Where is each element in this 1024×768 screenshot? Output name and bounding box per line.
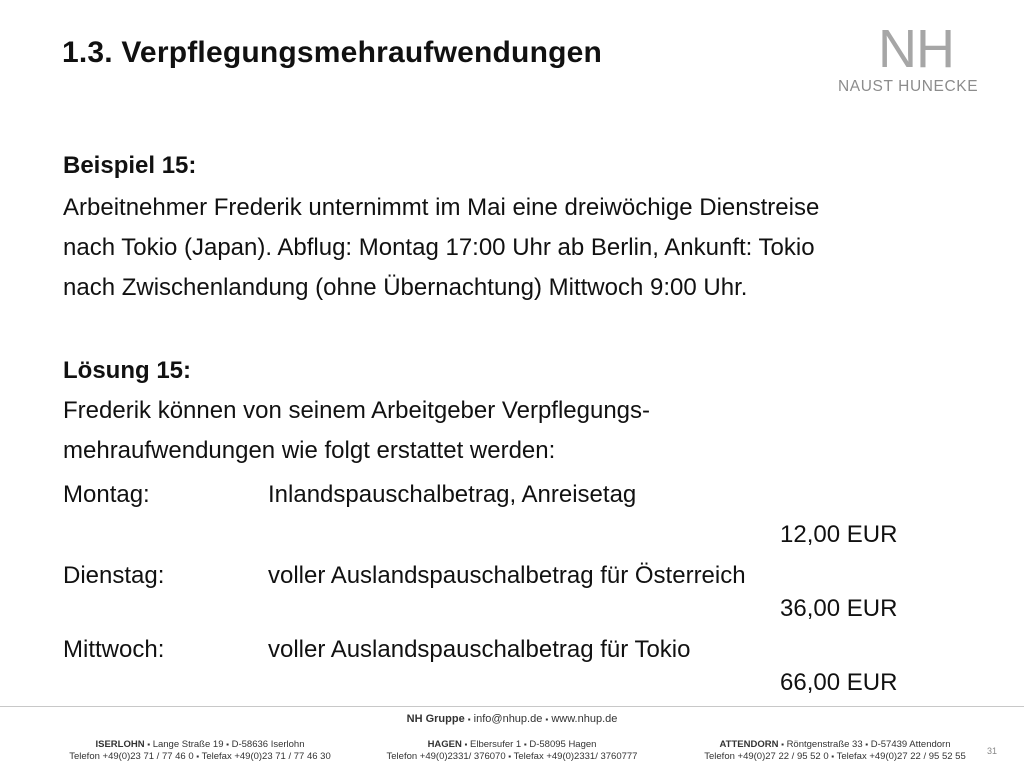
office-phone: Telefon +49(0)2331/ 376070 [386,751,506,762]
office-fax: Telefax +49(0)2331/ 3760777 [513,751,638,762]
footer-separator: ▪ [865,740,869,749]
example-line-2: nach Tokio (Japan). Abflug: Montag 17:00 Uhr ab Berlin, Ankunft: Tokio [63,234,815,261]
page-title: 1.3. Verpflegungsmehraufwendungen [62,36,603,69]
office-city: ATTENDORN [719,739,779,750]
solution-line-2: mehraufwendungen wie folgt erstattet werden: [63,437,556,464]
footer-separator: ▪ [523,740,527,749]
office-phone: Telefon +49(0)23 71 / 77 46 0 [69,751,194,762]
row-day-tuesday: Dienstag: [63,562,165,589]
example-heading: Beispiel 15: [63,152,197,179]
footer-separator: ▪ [464,740,468,749]
footer-separator: ▪ [508,752,512,761]
footer-office-hagen [352,739,672,763]
row-day-monday: Montag: [63,481,150,508]
footer-separator: ▪ [196,752,200,761]
row-day-wednesday: Mittwoch: [63,636,165,663]
footer-divider [0,706,1024,707]
example-line-1: Arbeitnehmer Frederik unternimmt im Mai eine dreiwöchige Dienstreise [63,194,820,221]
footer-office-attendorn [670,739,1000,763]
office-zip: D-58095 Hagen [529,739,597,750]
logo-name: NAUST HUNECKE [838,78,979,95]
footer-separator: ▪ [545,715,549,724]
office-fax: Telefax +49(0)27 22 / 95 52 55 [836,751,966,762]
footer-company-line [0,713,1024,725]
office-phone: Telefon +49(0)27 22 / 95 52 0 [704,751,829,762]
office-street: Lange Straße 19 [152,739,224,750]
footer-separator: ▪ [831,752,835,761]
example-line-3: nach Zwischenlandung (ohne Übernachtung) Mittwoch 9:00 Uhr. [63,274,748,301]
row-amount-monday: 12,00 EUR [780,521,898,548]
office-street: Elbersufer 1 [470,739,522,750]
footer-company: NH Gruppe [406,713,465,725]
footer-office-iserlohn [40,739,360,763]
office-zip: D-58636 Iserlohn [231,739,305,750]
office-fax: Telefax +49(0)23 71 / 77 46 30 [201,751,331,762]
solution-heading: Lösung 15: [63,357,192,384]
footer-separator: ▪ [147,740,151,749]
row-description-tuesday: voller Auslandspauschalbetrag für Österreich [268,562,746,589]
row-amount-tuesday: 36,00 EUR [780,595,898,622]
solution-line-1: Frederik können von seinem Arbeitgeber Verpflegungs- [63,397,651,424]
office-city: HAGEN [427,739,462,750]
footer-separator: ▪ [226,740,229,749]
logo-mark: NH [878,19,954,79]
footer-separator: ▪ [467,715,471,724]
footer-web[interactable]: www.nhup.de [551,713,618,725]
row-description-wednesday: voller Auslandspauschalbetrag für Tokio [268,636,691,663]
footer-email[interactable]: info@nhup.de [473,713,543,725]
page-number: 31 [987,746,998,756]
row-description-monday: Inlandspauschalbetrag, Anreisetag [268,481,637,508]
row-amount-wednesday: 66,00 EUR [780,669,898,696]
footer-separator: ▪ [781,740,784,749]
office-street: Röntgenstraße 33 [786,739,863,750]
office-city: ISERLOHN [95,739,145,750]
office-zip: D-57439 Attendorn [870,739,951,750]
